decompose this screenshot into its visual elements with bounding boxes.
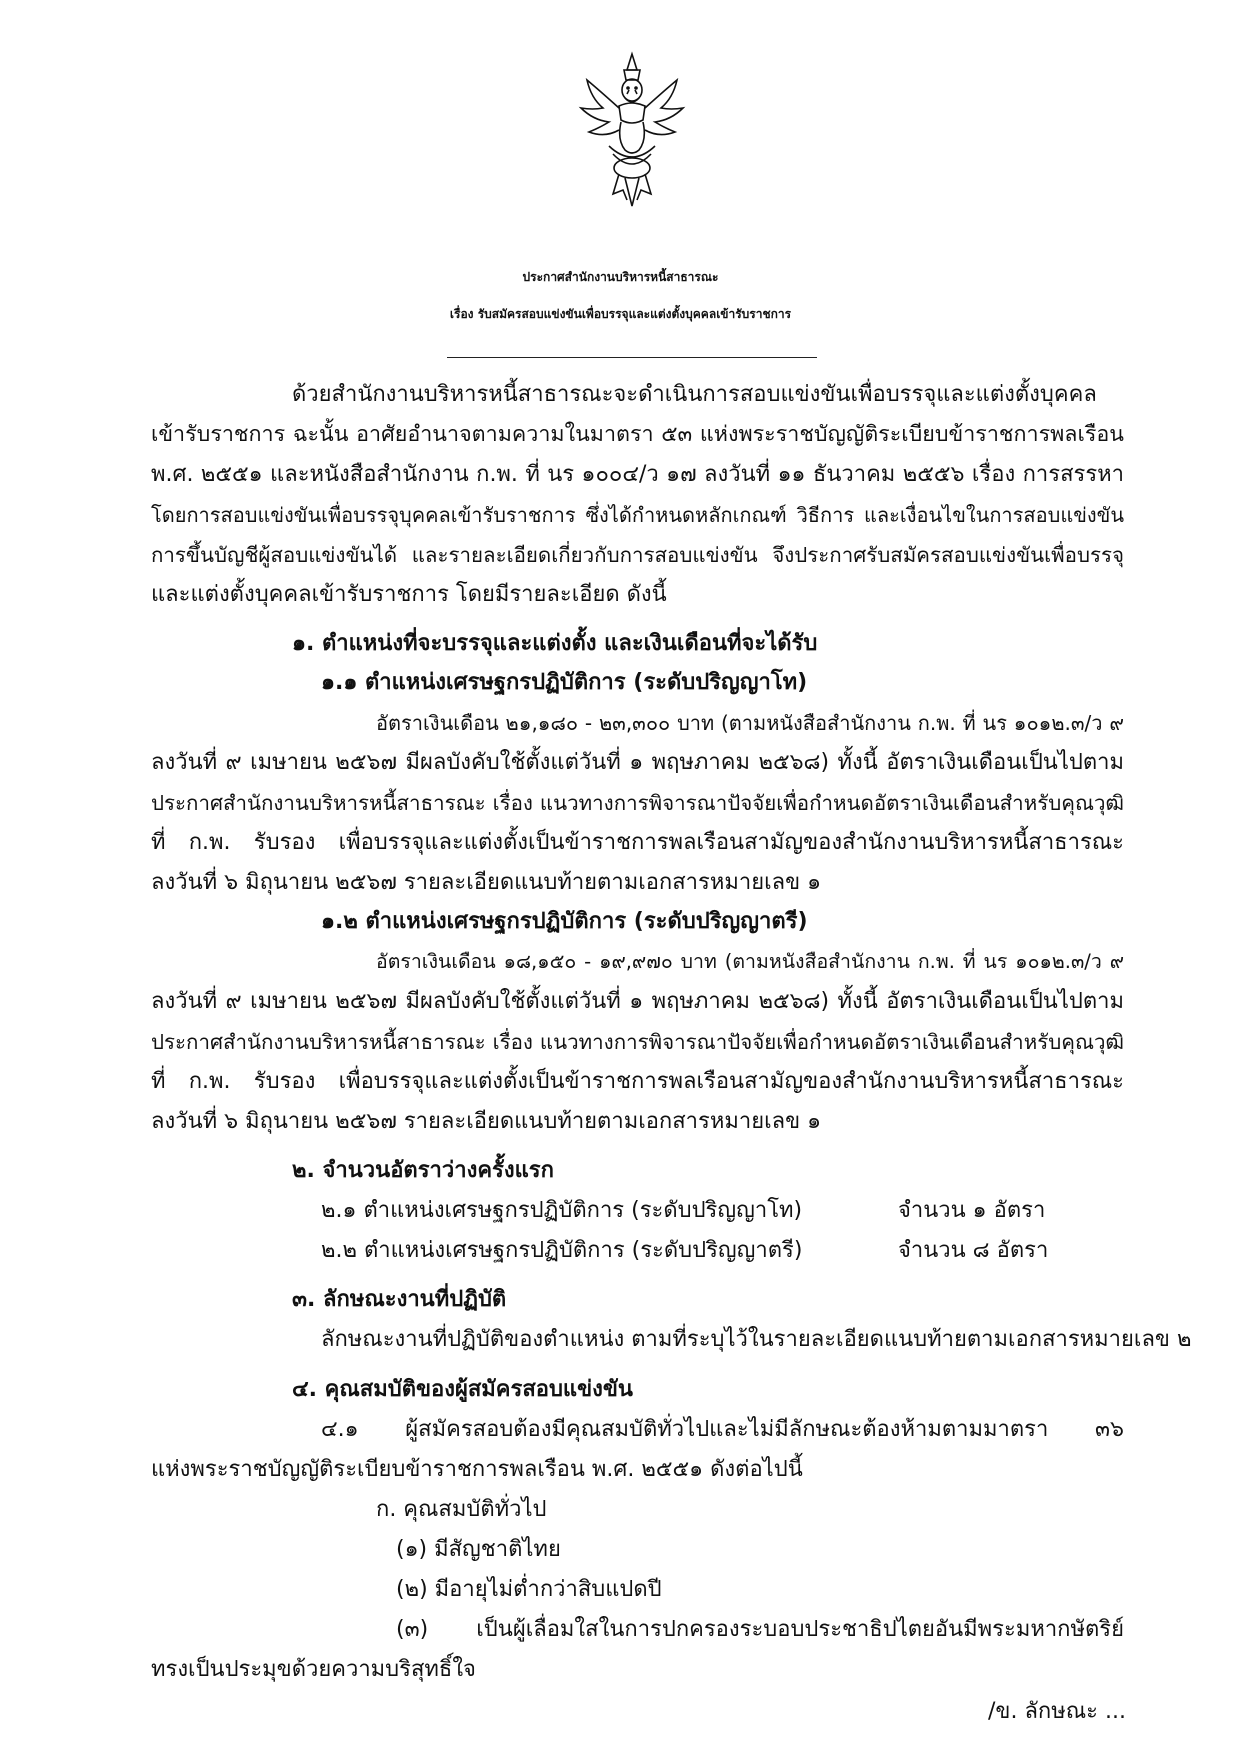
section-4-1-line: ๔.๑ ผู้สมัครสอบต้องมีคุณสมบัติทั่วไปและไม่มีลักษณะต้องห้ามตามมาตรา ๓๖ xyxy=(321,1417,1124,1442)
intro-line: เข้ารับราชการ ฉะนั้น อาศัยอำนาจตามความในมาตรา ๕๓ แห่งพระราชบัญญัติระเบียบข้าราชการพลเรือน xyxy=(151,422,1124,447)
intro-line: โดยการสอบแข่งขันเพื่อบรรจุบุคคลเข้ารับราชการ ซึ่งได้กำหนดหลักเกณฑ์ วิธีการ และเงื่อนไขในการสอบแข่งขัน xyxy=(151,503,1124,527)
section-1-1-line: อัตราเงินเดือน ๒๑,๑๘๐ - ๒๓,๓๐๐ บาท (ตามหนังสือสำนักงาน ก.พ. ที่ นร ๑๐๑๒.๓/ว ๙ xyxy=(376,711,1124,735)
section-1-2-line: ลงวันที่ ๖ มิถุนายน ๒๕๖๗ รายละเอียดแนบท้ายตามเอกสารหมายเลข ๑ xyxy=(151,1109,822,1134)
vacancy-count: จำนวน ๘ อัตรา xyxy=(898,1238,1049,1263)
title-divider xyxy=(447,357,817,358)
section-1-2-line: ลงวันที่ ๙ เมษายน ๒๕๖๗ มีผลบังคับใช้ตั้งแต่วันที่ ๑ พฤษภาคม ๒๕๖๘) ทั้งนี้ อัตราเงินเดือนเป็นไปตาม xyxy=(151,989,1124,1014)
intro-line: พ.ศ. ๒๕๕๑ และหนังสือสำนักงาน ก.พ. ที่ นร ๑๐๐๔/ว ๑๗ ลงวันที่ ๑๑ ธันวาคม ๒๕๕๖ เรื่อง การสรรหา xyxy=(151,462,1124,487)
intro-line: และแต่งตั้งบุคคลเข้ารับราชการ โดยมีรายละเอียด ดังนี้ xyxy=(151,582,667,607)
section-1-1-heading: ๑.๑ ตำแหน่งเศรษฐกรปฏิบัติการ (ระดับปริญญาโท) xyxy=(321,670,808,695)
section-4-1-line: แห่งพระราชบัญญัติระเบียบข้าราชการพลเรือน พ.ศ. ๒๕๕๑ ดังต่อไปนี้ xyxy=(151,1457,803,1482)
qualification-item: (๑) มีสัญชาติไทย xyxy=(396,1537,561,1562)
general-qualifications-heading: ก. คุณสมบัติทั่วไป xyxy=(376,1497,547,1522)
section-1-heading: ๑. ตำแหน่งที่จะบรรจุและแต่งตั้ง และเงินเดือนที่จะได้รับ xyxy=(292,631,818,656)
section-4-heading: ๔. คุณสมบัติของผู้สมัครสอบแข่งขัน xyxy=(292,1377,633,1402)
section-1-1-line: ลงวันที่ ๖ มิถุนายน ๒๕๖๗ รายละเอียดแนบท้ายตามเอกสารหมายเลข ๑ xyxy=(151,870,822,895)
section-1-1-line: ประกาศสำนักงานบริหารหนี้สาธารณะ เรื่อง แนวทางการพิจารณาปัจจัยเพื่อกำหนดอัตราเงินเดือนสำหรับคุณวุฒิ xyxy=(151,791,1124,815)
section-1-1-line: ที่ ก.พ. รับรอง เพื่อบรรจุและแต่งตั้งเป็นข้าราชการพลเรือนสามัญของสำนักงานบริหารหนี้สาธารณะ xyxy=(151,830,1124,855)
vacancy-position: ๒.๑ ตำแหน่งเศรษฐกรปฏิบัติการ (ระดับปริญญาโท) xyxy=(321,1198,803,1223)
section-1-2-line: อัตราเงินเดือน ๑๘,๑๕๐ - ๑๙,๙๗๐ บาท (ตามหนังสือสำนักงาน ก.พ. ที่ นร ๑๐๑๒.๓/ว ๙ xyxy=(376,950,1124,973)
section-1-1-line: ลงวันที่ ๙ เมษายน ๒๕๖๗ มีผลบังคับใช้ตั้งแต่วันที่ ๑ พฤษภาคม ๒๕๖๘) ทั้งนี้ อัตราเงินเดือนเป็นไปตาม xyxy=(151,750,1124,775)
section-3-text: ลักษณะงานที่ปฏิบัติของตำแหน่ง ตามที่ระบุไว้ในรายละเอียดแนบท้ายตามเอกสารหมายเลข ๒ xyxy=(321,1327,1192,1352)
vacancy-position: ๒.๒ ตำแหน่งเศรษฐกรปฏิบัติการ (ระดับปริญญาตรี) xyxy=(321,1238,803,1263)
qualification-item: ทรงเป็นประมุขด้วยความบริสุทธิ์ใจ xyxy=(151,1657,476,1682)
qualification-item: (๓) เป็นผู้เลื่อมใสในการปกครองระบอบประชาธิปไตยอันมีพระมหากษัตริย์ xyxy=(396,1617,1124,1642)
vacancy-count: จำนวน ๑ อัตรา xyxy=(898,1198,1046,1223)
page-continuation: /ข. ลักษณะ ... xyxy=(988,1699,1126,1724)
section-3-heading: ๓. ลักษณะงานที่ปฏิบัติ xyxy=(292,1287,507,1312)
section-2-heading: ๒. จำนวนอัตราว่างครั้งแรก xyxy=(292,1158,554,1183)
section-1-2-heading: ๑.๒ ตำแหน่งเศรษฐกรปฏิบัติการ (ระดับปริญญาตรี) xyxy=(321,909,808,934)
qualification-item: (๒) มีอายุไม่ต่ำกว่าสิบแปดปี xyxy=(396,1577,662,1602)
intro-line: ด้วยสำนักงานบริหารหนี้สาธารณะจะดำเนินการสอบแข่งขันเพื่อบรรจุและแต่งตั้งบุคคล xyxy=(292,382,1097,407)
section-1-2-line: ที่ ก.พ. รับรอง เพื่อบรรจุและแต่งตั้งเป็นข้าราชการพลเรือนสามัญของสำนักงานบริหารหนี้สาธารณะ xyxy=(151,1069,1124,1094)
announcement-subject: เรื่อง รับสมัครสอบแข่งขันเพื่อบรรจุและแต่งตั้งบุคคลเข้ารับราชการ xyxy=(449,307,792,321)
intro-line: การขึ้นบัญชีผู้สอบแข่งขันได้ และรายละเอียดเกี่ยวกับการสอบแข่งขัน จึงประกาศรับสมัครสอบแข่งขันเพื่อบรรจุ xyxy=(151,543,1124,567)
garuda-emblem xyxy=(569,50,695,210)
page-title: ประกาศสำนักงานบริหารหนี้สาธารณะ xyxy=(522,270,719,284)
section-1-2-line: ประกาศสำนักงานบริหารหนี้สาธารณะ เรื่อง แนวทางการพิจารณาปัจจัยเพื่อกำหนดอัตราเงินเดือนสำหรับคุณวุฒิ xyxy=(151,1030,1124,1054)
